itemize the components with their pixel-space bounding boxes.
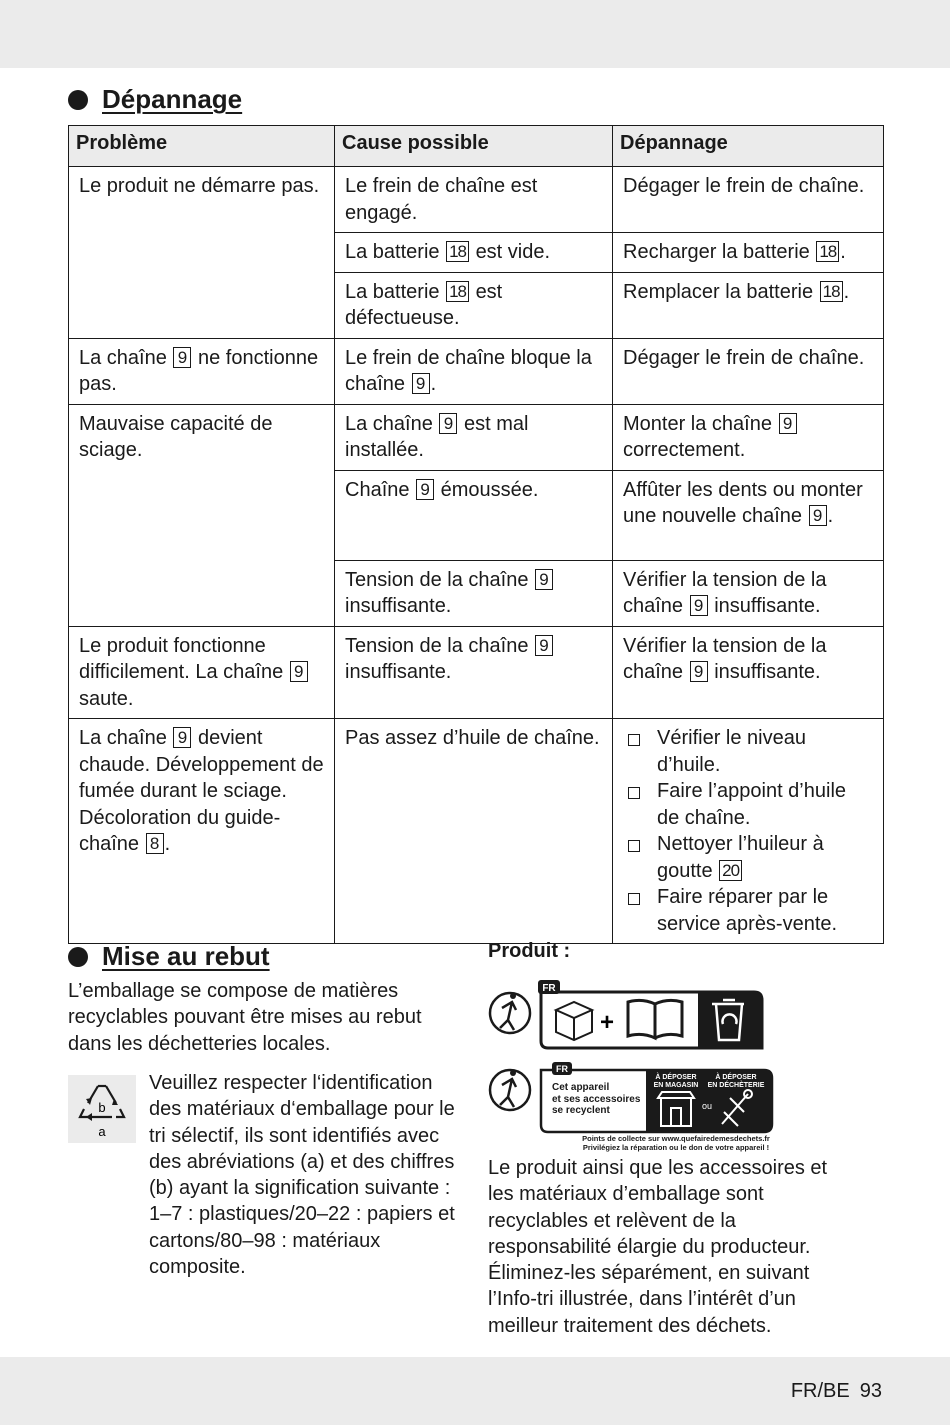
dump-label-1: À DÉPOSER — [715, 1074, 757, 1081]
packaging-text: L’emballage se compose de matières recyclables pouvant être mises au rebut dans les déchetteries locales. — [68, 980, 422, 1055]
ref-oiler: 20 — [719, 860, 742, 881]
footer-lang: FR/BE — [790, 1380, 850, 1402]
recycling-symbol — [68, 1075, 136, 1143]
ref-battery: 18 — [446, 241, 469, 262]
triman-appliance-logo — [486, 1062, 776, 1154]
fix-cell: Remplacer la batterie 18 . — [613, 272, 884, 338]
troubleshooting-heading — [68, 84, 242, 115]
ref-battery: 18 — [446, 281, 469, 302]
cause-cell: Tension de la chaîne 9 insuffisante. — [335, 560, 613, 626]
ref-guide: 8 — [146, 833, 164, 854]
cause-cell: Pas assez d’huile de chaîne. — [335, 719, 613, 944]
page-footer — [781, 1380, 882, 1403]
header-fix: Dépannage — [613, 126, 884, 167]
logo-footer-1: Points de collecte sur www.quefairedemesdechets.fr — [582, 1134, 770, 1143]
fix-cell: Vérifier la tension de la chaîne 9 insuffisante. — [613, 560, 884, 626]
recycling-triangle-icon — [68, 1075, 136, 1143]
ref-chain: 9 — [412, 373, 430, 394]
cause-cell: Tension de la chaîne 9 insuffisante. — [335, 626, 613, 719]
cause-cell: La batterie 18 est défectueuse. — [335, 272, 613, 338]
ref-chain: 9 — [173, 347, 191, 368]
cause-cell: La chaîne 9 est mal installée. — [335, 404, 613, 470]
or-text: ou — [701, 1101, 713, 1111]
dump-label-2: EN DÉCHÈTERIE — [707, 1082, 765, 1089]
bullet-icon — [68, 90, 88, 110]
ref-chain: 9 — [690, 661, 708, 682]
problem-cell: La chaîne 9 ne fonctionne pas. — [69, 338, 335, 404]
fix-cell: Dégager le frein de chaîne. — [613, 167, 884, 233]
ref-chain: 9 — [690, 595, 708, 616]
fix-cell: Dégager le frein de chaîne. — [613, 338, 884, 404]
symbol-letter-b: b — [98, 1100, 106, 1115]
table-row — [69, 719, 884, 944]
problem-cell: Mauvaise capacité de sciage. — [69, 404, 335, 626]
troubleshooting-table — [68, 125, 884, 944]
cause-cell: Le frein de chaîne est engagé. — [335, 167, 613, 233]
triman-icon — [490, 993, 530, 1033]
troubleshooting-title: Dépannage — [102, 84, 243, 114]
box-icon — [556, 1002, 592, 1040]
table-row — [69, 404, 884, 470]
top-band — [0, 0, 950, 68]
triman-icon — [490, 1070, 530, 1110]
table-row — [69, 338, 884, 404]
plus-sign: + — [599, 1009, 615, 1036]
ref-chain: 9 — [439, 413, 457, 434]
fix-cell — [613, 719, 884, 944]
list-item: Faire réparer par le service après-vente. — [623, 884, 873, 937]
problem-cell: La chaîne 9 devient chaude. Développement de fumée durant le sciage. Décoloration du guide-chaîne 8 . — [69, 719, 335, 944]
problem-cell: Le produit fonctionne difficilement. La chaîne 9 saute. — [69, 626, 335, 719]
identification-text: Veuillez respecter l‘identification des matériaux d‘emballage pour le tri sélectif, ils sont identifiés avec des abréviations (a) et des chiffres (b) ayant la signification suivante : 1–7 : plastiques/20–22 : papiers et cartons/80–98 : matériaux composite. — [149, 1072, 455, 1279]
fix-cell: Monter la chaîne 9 correctement. — [613, 404, 884, 470]
page-number: 93 — [859, 1380, 882, 1402]
cause-cell: Le frein de chaîne bloque la chaîne 9 . — [335, 338, 613, 404]
list-item: Vérifier le niveau d’huile. — [623, 725, 873, 778]
fix-list — [623, 725, 873, 937]
ref-chain: 9 — [173, 727, 191, 748]
table-row — [69, 167, 884, 233]
logo-footer-2: Privilégiez la réparation ou le don de votre appareil ! — [582, 1143, 770, 1152]
problem-cell: Le produit ne démarre pas. — [69, 167, 335, 339]
ref-chain: 9 — [809, 505, 827, 526]
ref-battery: 18 — [816, 241, 839, 262]
store-label-1: À DÉPOSER — [655, 1074, 697, 1081]
disposal-title: Mise au rebut — [102, 941, 270, 971]
appliance-line-2: et ses accessoires — [552, 1094, 641, 1105]
product-text: Le produit ainsi que les accessoires et les matériaux d’emballage sont recyclables et relèvent de la responsabilité élargie du producteur. Éliminez-les séparément, en suivant l’Info-tri illustrée, dans l’intérêt d’un meilleur traitement des déchets. — [488, 1157, 828, 1337]
fix-cell: Vérifier la tension de la chaîne 9 insuffisante. — [613, 626, 884, 719]
appliance-line-1: Cet appareil — [552, 1082, 610, 1093]
ref-chain: 9 — [535, 635, 553, 656]
ref-chain: 9 — [290, 661, 308, 682]
symbol-letter-a: a — [98, 1124, 106, 1139]
ref-chain: 9 — [535, 569, 553, 590]
triman-packaging-logo — [486, 980, 766, 1052]
table-row — [69, 626, 884, 719]
ref-chain: 9 — [779, 413, 797, 434]
fr-badge: FR — [556, 1064, 568, 1074]
produit-label: Produit : — [488, 940, 571, 962]
store-label-2: EN MAGASIN — [653, 1082, 699, 1089]
fix-cell: Affûter les dents ou monter une nouvelle chaîne 9 . — [613, 470, 884, 560]
appliance-line-3: se recyclent — [552, 1105, 610, 1116]
fr-badge: FR — [542, 983, 556, 994]
header-problem: Problème — [69, 126, 335, 167]
list-item: Faire l’appoint d’huile de chaîne. — [623, 778, 873, 831]
list-item: Nettoyer l’huileur à goutte 20 — [623, 831, 873, 884]
cause-cell: La batterie 18 est vide. — [335, 233, 613, 273]
book-icon — [628, 1000, 682, 1038]
cause-cell: Chaîne 9 émoussée. — [335, 470, 613, 560]
bullet-icon — [68, 947, 88, 967]
header-cause: Cause possible — [335, 126, 613, 167]
disposal-heading — [68, 941, 270, 972]
table-header-row — [69, 126, 884, 167]
ref-chain: 9 — [416, 479, 434, 500]
ref-battery: 18 — [820, 281, 843, 302]
fix-cell: Recharger la batterie 18 . — [613, 233, 884, 273]
